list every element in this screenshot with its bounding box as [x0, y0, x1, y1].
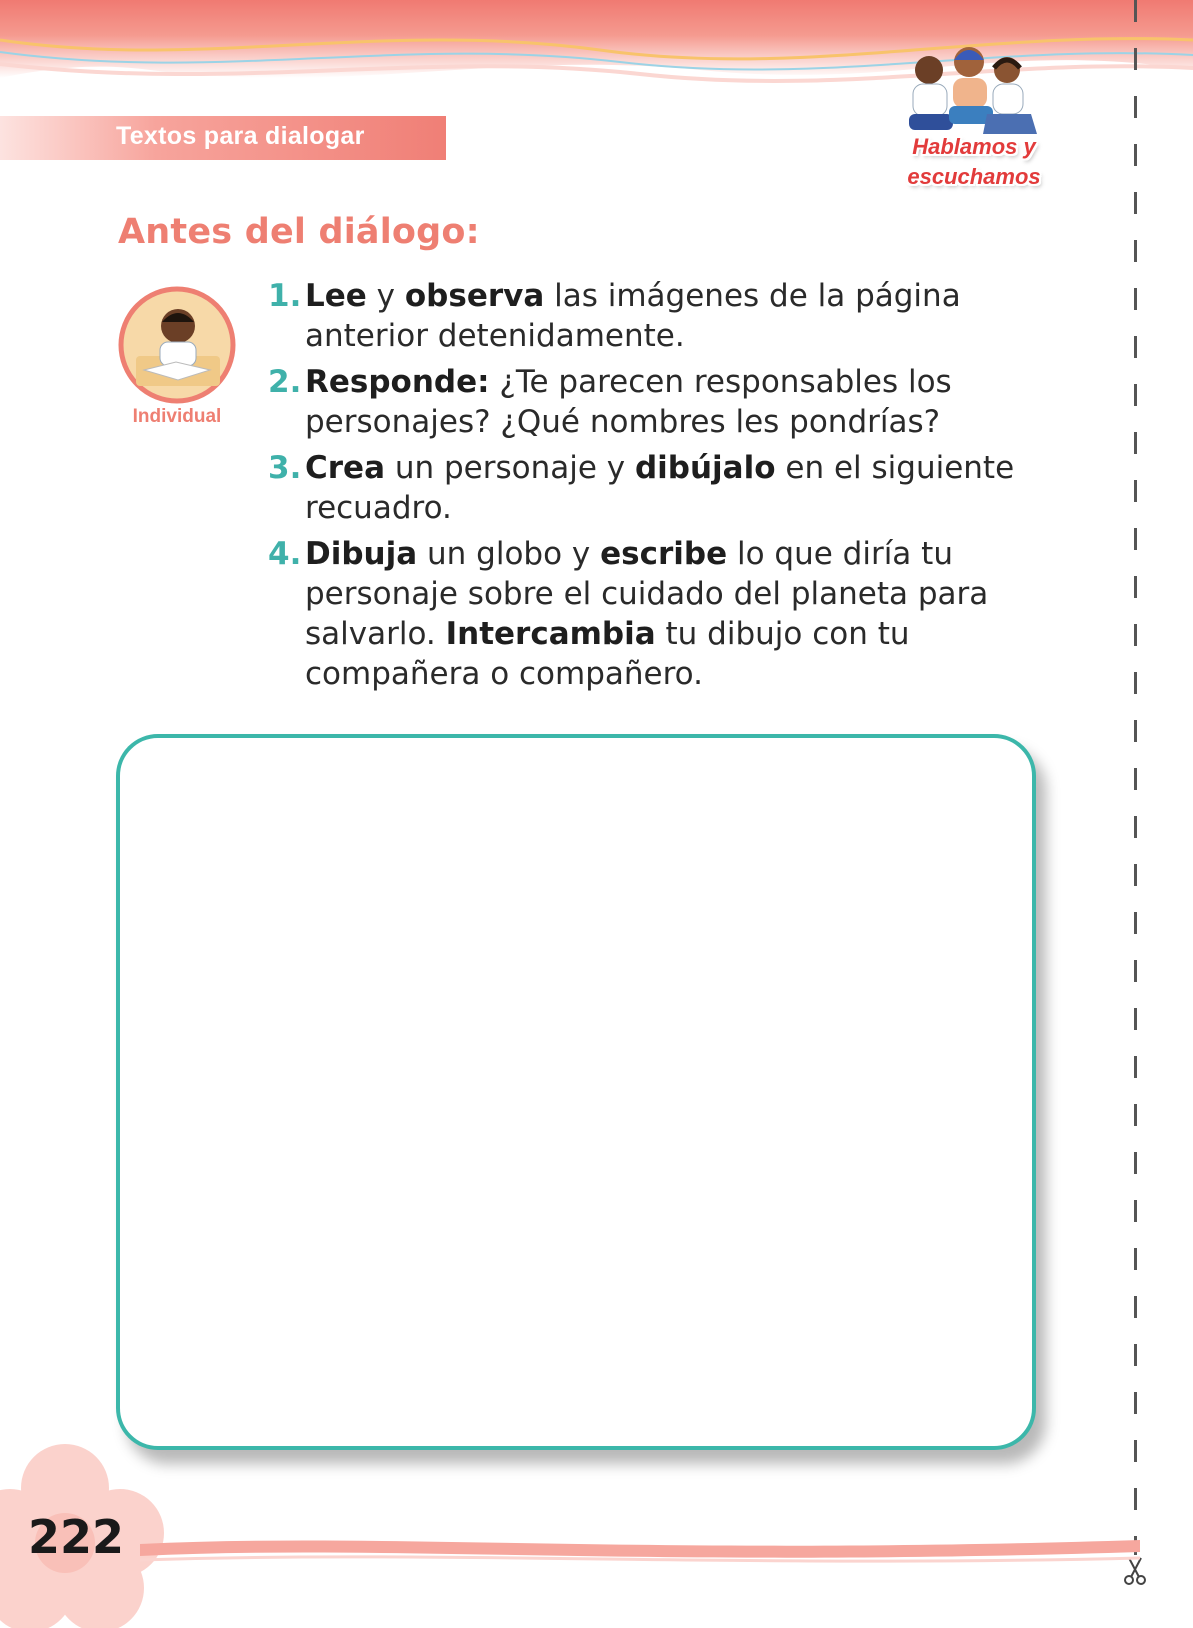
step-text-bold: observa [404, 278, 545, 314]
page-number: 222 [28, 1510, 125, 1564]
step-text: tu dibujo con tu compañera o compañero. [305, 616, 910, 692]
step-text: y [366, 278, 405, 314]
individual-label: Individual [132, 406, 222, 427]
step-text: lo que diría tu personaje sobre el cuidado del planeta para salvarlo. [305, 536, 989, 652]
badge-title-line1: Hablamos y [912, 134, 1036, 159]
step-number: 4. [268, 536, 302, 572]
instruction-step-2 [268, 362, 1028, 442]
step-text: en el siguiente recuadro. [305, 450, 1015, 526]
footer-wave-decoration [140, 1530, 1140, 1570]
step-text-bold: Intercambia [445, 616, 656, 652]
step-text: un personaje y [384, 450, 635, 486]
badge-title-line2: escuchamos [907, 164, 1041, 189]
page-heading: Antes del diálogo: [118, 212, 480, 252]
children-talking-illustration [899, 40, 1049, 140]
step-number: 2. [268, 364, 302, 400]
step-text-bold: Responde: [305, 364, 490, 400]
step-text-bold: Crea [305, 450, 385, 486]
step-text: ¿Te parecen responsables los personajes? ¿Qué nombres les pondrías? [305, 364, 952, 440]
step-text: las imágenes de la página anterior detenidamente. [305, 278, 961, 354]
individual-work-icon [118, 286, 236, 404]
activity-badge [893, 40, 1053, 200]
badge-title [893, 132, 1055, 192]
step-number: 3. [268, 450, 302, 486]
section-label: Textos para dialogar [116, 122, 365, 150]
step-text: un globo y [417, 536, 601, 572]
instruction-step-4 [268, 534, 1028, 694]
drawing-area[interactable] [116, 734, 1036, 1450]
instructions-list [268, 276, 1028, 700]
cut-line [1134, 0, 1137, 1555]
instruction-step-3 [268, 448, 1028, 528]
step-number: 1. [268, 278, 302, 314]
step-text-bold: dibújalo [634, 450, 776, 486]
section-tab [0, 116, 446, 160]
step-text-bold: Lee [305, 278, 367, 314]
instruction-step-1 [268, 276, 1028, 356]
step-text-bold: Dibuja [305, 536, 418, 572]
step-text-bold: escribe [600, 536, 728, 572]
